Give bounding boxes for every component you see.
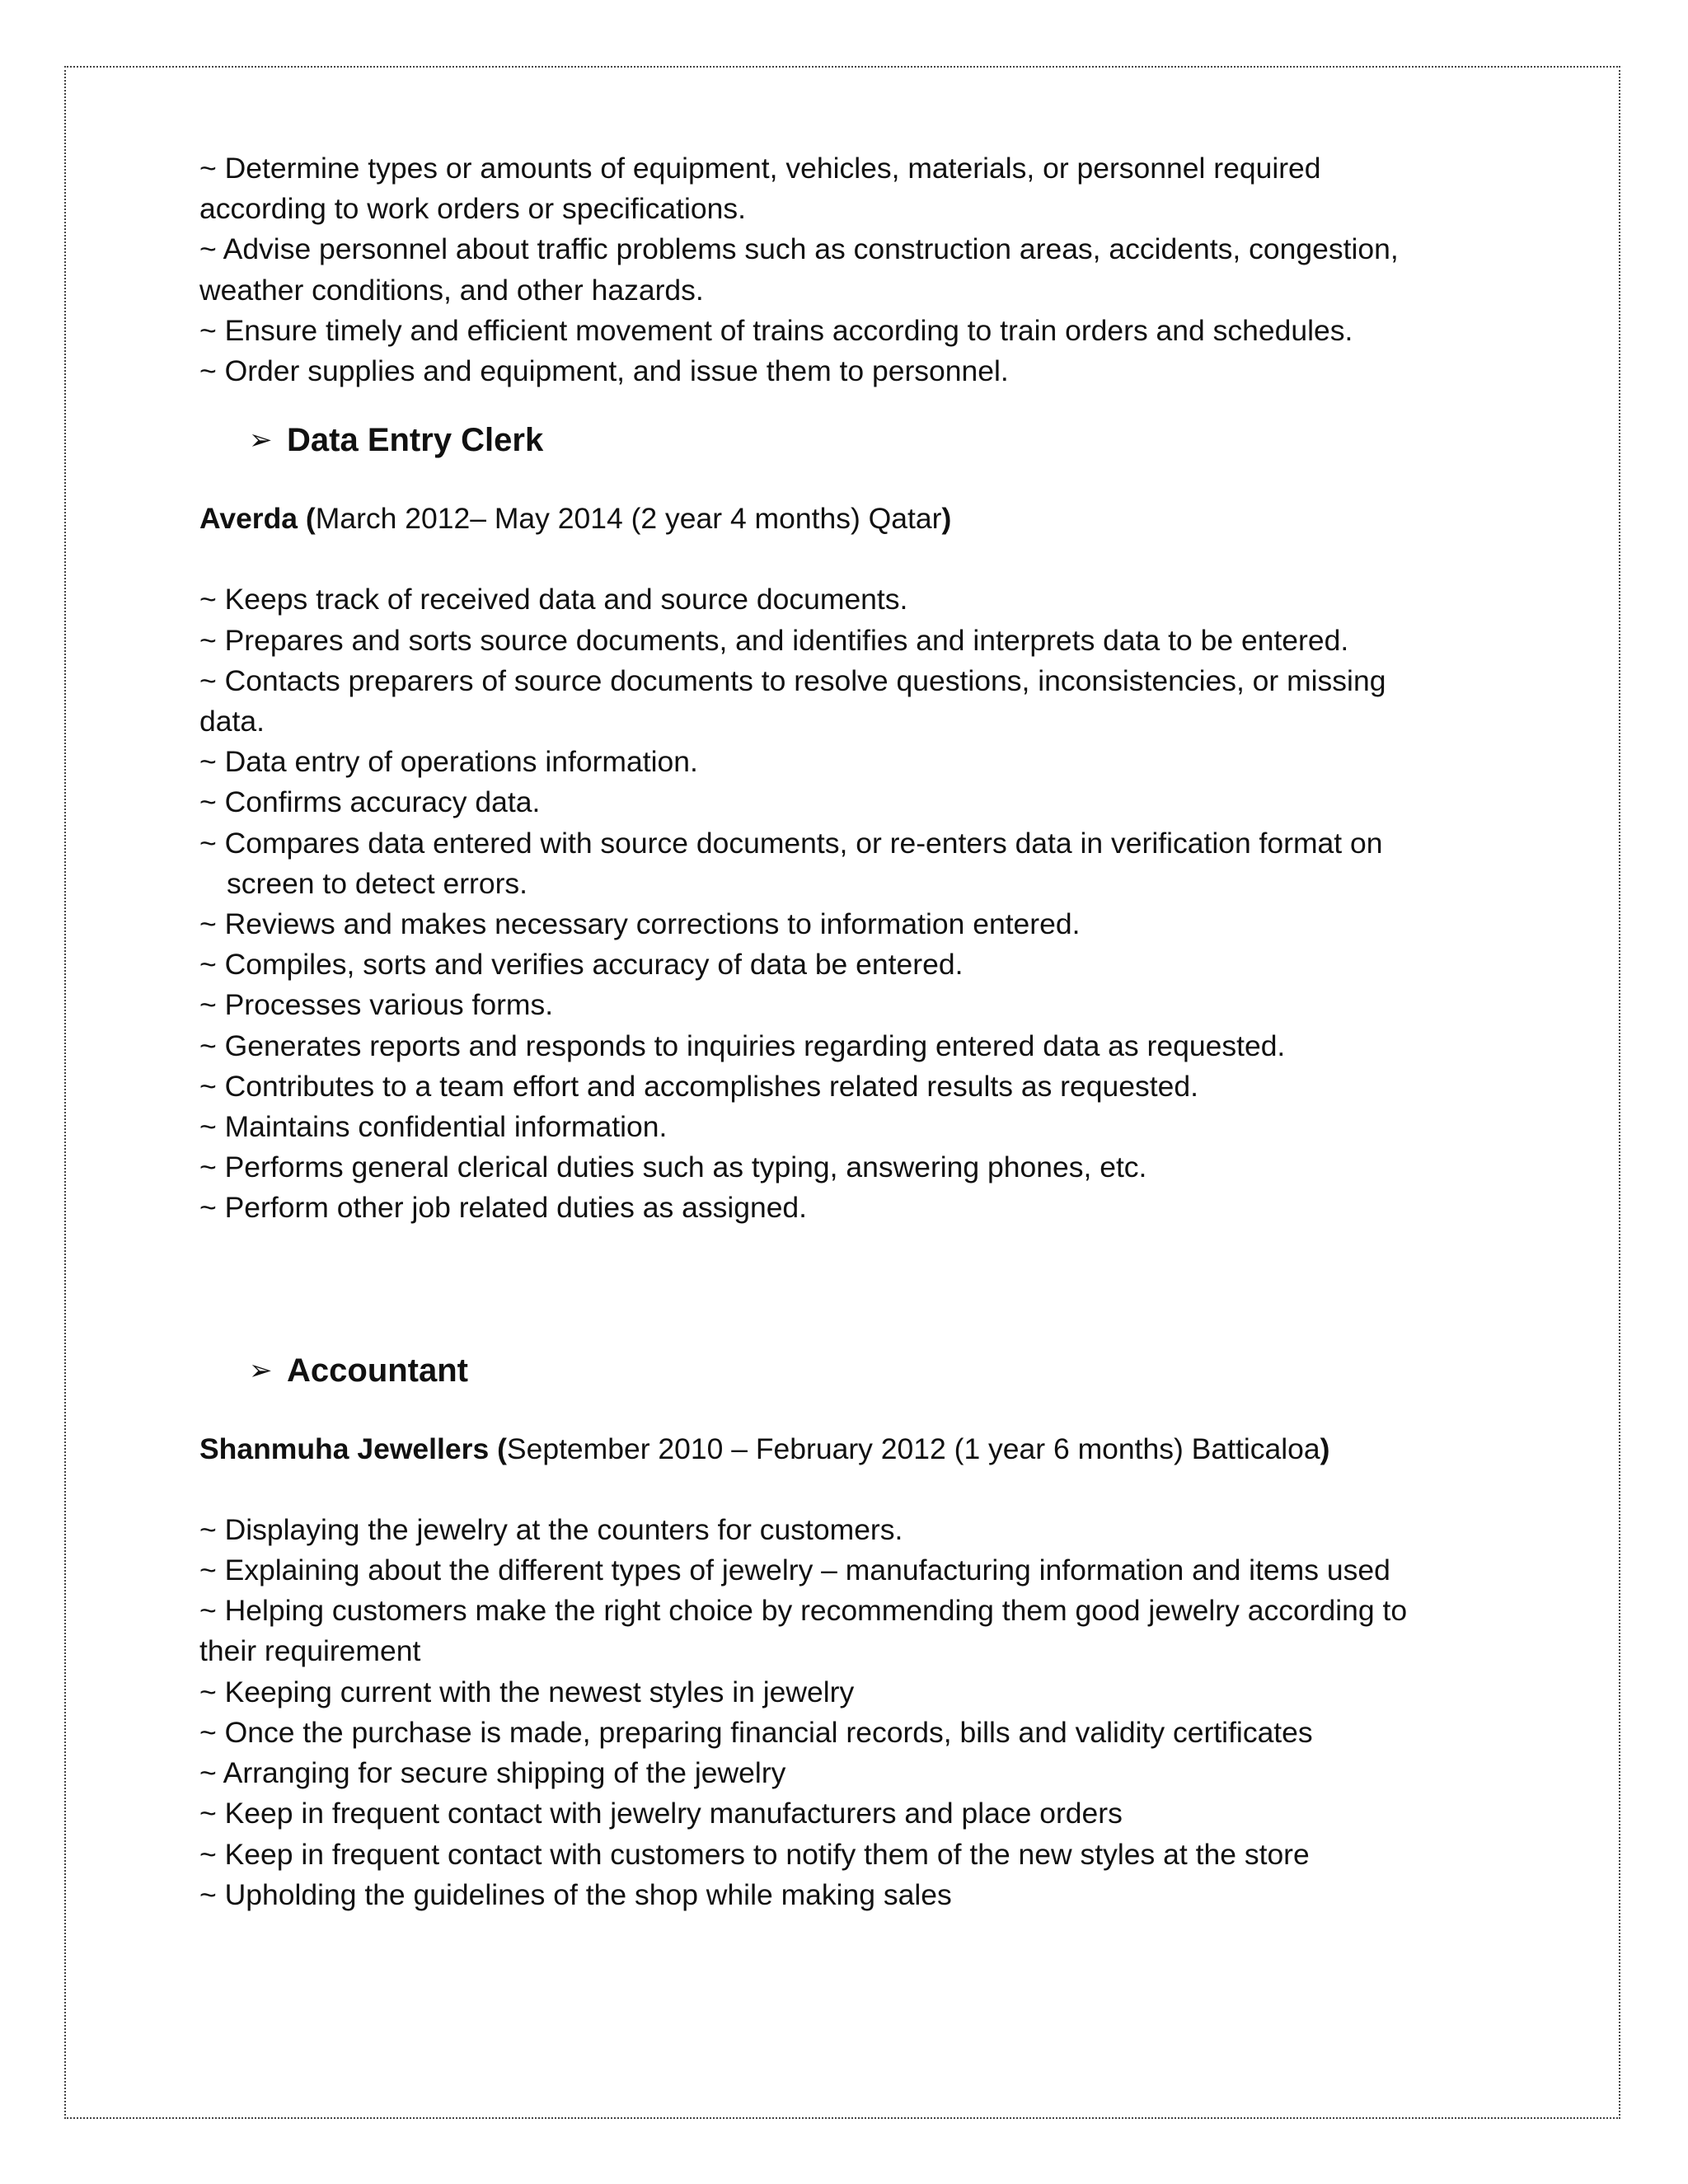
employer-line: [199, 1429, 1485, 1469]
bullet-line: ~ Order supplies and equipment, and issue them to personnel.: [199, 354, 1009, 388]
duty-line: ~ Helping customers make the right choice by recommending them good jewelry according to: [199, 1594, 1408, 1628]
bullet-line: ~ Ensure timely and efficient movement of trains according to train orders and schedules.: [199, 313, 1353, 347]
duty-line: ~ Generates reports and responds to inquiries regarding entered data as requested.: [199, 1029, 1286, 1062]
duty-line: ~ Keep in frequent contact with jewelry manufacturers and place orders: [199, 1797, 1123, 1830]
duty-line: ~ Data entry of operations information.: [199, 745, 698, 779]
employment-period: March 2012– May 2014 (2 year 4 months) Qatar: [315, 502, 942, 536]
bullet-line: weather conditions, and other hazards.: [199, 273, 704, 307]
paren-open: (: [298, 502, 316, 536]
job-title: Data Entry Clerk: [287, 422, 544, 459]
arrow-bullet-icon: ➢: [249, 424, 273, 457]
duty-line: ~ Compares data entered with source documents, or re-enters data in verification format on: [199, 826, 1383, 860]
employer-name: Shanmuha Jewellers: [199, 1432, 490, 1465]
duty-line: ~ Confirms accuracy data.: [199, 785, 541, 819]
arrow-bullet-icon: ➢: [249, 1354, 273, 1386]
duty-line: ~ Compiles, sorts and verifies accuracy of data be entered.: [199, 948, 964, 982]
job3-duties: [199, 1510, 1485, 1915]
employer-name: Averda: [199, 502, 298, 536]
employer-line: [199, 499, 1485, 539]
bullet-line: ~ Determine types or amounts of equipment, vehicles, materials, or personnel required: [199, 152, 1321, 185]
employment-period: September 2010 – February 2012 (1 year 6 months) Batticaloa: [506, 1432, 1320, 1465]
duty-line: ~ Contacts preparers of source documents to resolve questions, inconsistencies, or missing: [199, 663, 1386, 697]
duty-line: ~ Contributes to a team effort and accomplishes related results as requested.: [199, 1069, 1198, 1103]
duty-line: ~ Upholding the guidelines of the shop while making sales: [199, 1877, 952, 1911]
paren-close: ): [941, 502, 952, 536]
duty-line: ~ Perform other job related duties as assigned.: [199, 1191, 808, 1225]
bullet-line: according to work orders or specifications.: [199, 192, 746, 226]
paren-close: ): [1320, 1432, 1330, 1465]
section1-bullets: [199, 148, 1485, 391]
duty-line: ~ Maintains confidential information.: [199, 1110, 668, 1144]
job-title: Accountant: [287, 1352, 468, 1389]
duty-line: ~ Keeps track of received data and source documents.: [199, 583, 908, 616]
duty-line: ~ Explaining about the different types of jewelry – manufacturing information and items used: [199, 1554, 1390, 1587]
duty-line: ~ Processes various forms.: [199, 988, 554, 1022]
bullet-line: ~ Advise personnel about traffic problems such as construction areas, accidents, congestion,: [199, 232, 1399, 266]
duty-line: ~ Displaying the jewelry at the counters for customers.: [199, 1512, 903, 1546]
duty-line: ~ Reviews and makes necessary corrections to information entered.: [199, 907, 1081, 941]
duty-line: ~ Arranging for secure shipping of the jewelry: [199, 1756, 786, 1790]
duty-line: ~ Prepares and sorts source documents, and identifies and interprets data to be entered.: [199, 623, 1349, 657]
duty-line: ~ Once the purchase is made, preparing financial records, bills and validity certificates: [199, 1715, 1313, 1749]
duty-line: data.: [199, 705, 265, 738]
duty-line: ~ Performs general clerical duties such as typing, answering phones, etc.: [199, 1151, 1147, 1184]
resume-content: [199, 148, 1485, 1915]
duty-line: ~ Keep in frequent contact with customers to notify them of the new styles at the store: [199, 1837, 1310, 1871]
duty-line: ~ Keeping current with the newest styles in jewelry: [199, 1675, 855, 1708]
job-heading-data-entry-clerk: [249, 419, 1485, 461]
duty-line: their requirement: [199, 1634, 421, 1668]
paren-open: (: [489, 1432, 507, 1465]
job2-duties: [199, 579, 1485, 1228]
duty-line: screen to detect errors.: [227, 866, 528, 900]
job-heading-accountant: [249, 1350, 1485, 1391]
